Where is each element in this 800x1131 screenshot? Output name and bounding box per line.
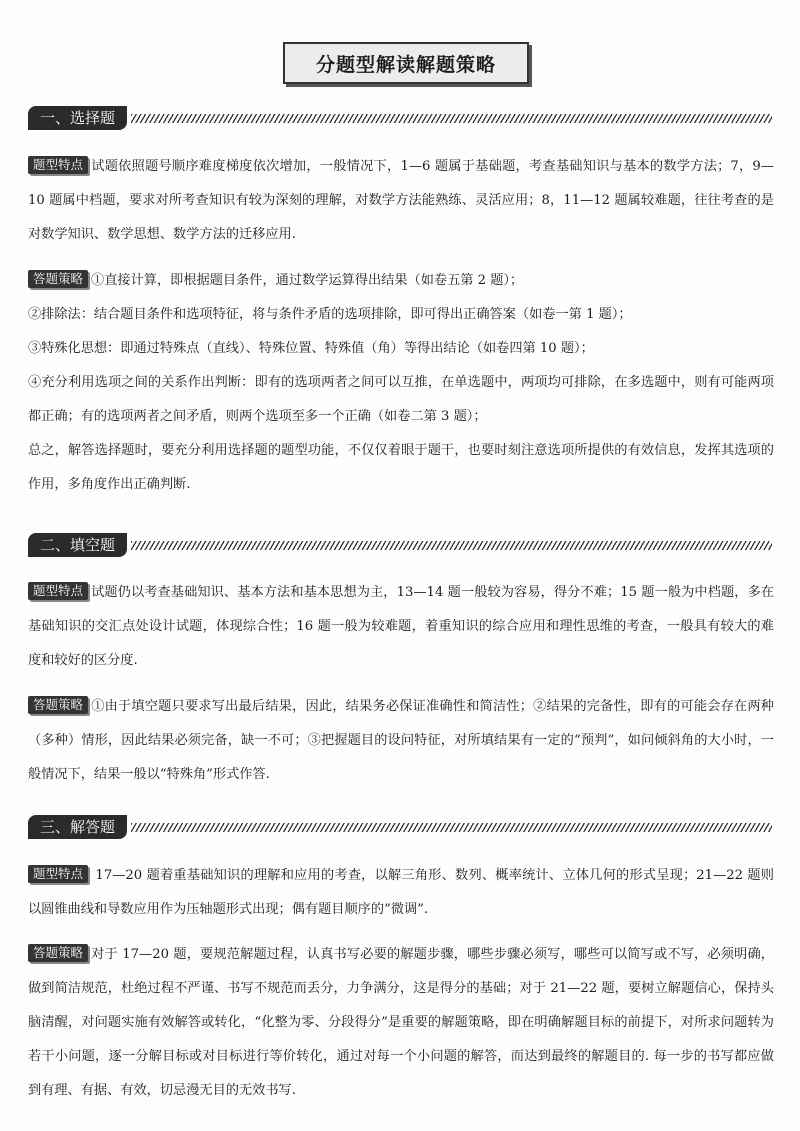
- strategy-tag: 答题策略: [28, 696, 88, 714]
- hatch-divider: [131, 823, 772, 832]
- fill-type-text: 试题仍以考查基础知识、基本方法和基本思想为主，13—14 题一般较为容易，得分不难；15 题一般为中档题，多在基础知识的交汇点处设计试题，体现综合性；16 题一般为较难题，着重知识的综合应用和理性思维的考查，一般具有较大的难度和较好的区分度.: [28, 585, 774, 668]
- strategy-line: ③特殊化思想：即通过特殊点（直线）、特殊位置、特殊值（角）等得出结论（如卷四第 10 题）；: [28, 341, 594, 356]
- type-tag: 题型特点: [28, 865, 88, 883]
- section-heading-fill: [28, 533, 772, 557]
- choice-strategy-block: [28, 264, 774, 502]
- fill-strategy-text: ①由于填空题只要求写出最后结果，因此，结果务必保证准确性和简洁性；②结果的完备性，即有的可能会存在两种（多种）情形，因此结果必须完备，缺一不可；③把握题目的设问特征，对所填结果有一定的“预判”，如问倾斜角的大小时，一般情况下，结果一般以“特殊角”形式作答.: [28, 699, 774, 782]
- hatch-divider: [131, 541, 772, 550]
- type-tag: 题型特点: [28, 582, 88, 600]
- type-tag: 题型特点: [28, 156, 88, 174]
- solve-type-text: 17—20 题着重基础知识的理解和应用的考查，以解三角形、数列、概率统计、立体几何的形式呈现；21—22 题则以圆锥曲线和导数应用作为压轴题形式出现；偶有题目顺序的“微调”.: [28, 868, 774, 917]
- strategy-line: 总之，解答选择题时，要充分利用选择题的题型功能，不仅仅着眼于题干，也要时刻注意选项所提供的有效信息，发挥其选项的作用，多角度作出正确判断.: [28, 443, 774, 492]
- section-heading-choice: [28, 106, 772, 130]
- page-title: 分题型解读解题策略: [283, 42, 529, 84]
- fill-strategy-paragraph: [28, 690, 774, 792]
- hatch-divider: [131, 114, 772, 123]
- choice-type-paragraph: [28, 150, 774, 252]
- strategy-line: 答题策略 ①直接计算，即根据题目条件，通过数学运算得出结果（如卷五第 2 题）；: [28, 264, 774, 298]
- strategy-tag: 答题策略: [28, 270, 88, 288]
- solve-type-paragraph: [28, 859, 774, 927]
- solve-strategy-text: 对于 17—20 题，要规范解题过程，认真书写必要的解题步骤，哪些步骤必须写，哪些可以简写或不写，必须明确，做到简洁规范，杜绝过程不严谨、书写不规范而丢分，力争满分，这是得分的基础；对于 21—22 题，要树立解题信心，保持头脑清醒，对问题实施有效解答或转化，“化整为零、分段得分”是重要的解题策略，即在明确解题目标的前提下，对所求问题转为若干小问题，逐一分解目标或对目标进行等价转化，通过对每一个小问题的解答，而达到最终的解题目的. 每一步的书写都应做到有理、有据、有效，切忌漫无目的无效书写.: [28, 947, 774, 1098]
- section-label: 三、解答题: [28, 815, 127, 839]
- section-heading-solve: [28, 815, 772, 839]
- solve-strategy-paragraph: [28, 938, 774, 1108]
- strategy-line: ④充分利用选项之间的关系作出判断：即有的选项两者之间可以互推，在单选题中，两项均可排除，在多选题中，则有可能两项都正确；有的选项两者之间矛盾，则两个选项至多一个正确（如卷二第 3 题）；: [28, 375, 774, 424]
- choice-type-text: 试题依照题号顺序难度梯度依次增加，一般情况下，1—6 题属于基础题，考查基础知识与基本的数学方法；7，9—10 题属中档题，要求对所考查知识有较为深刻的理解，对数学方法能熟练、灵活应用；8，11—12 题属较难题，往往考查的是对数学知识、数学思想、数学方法的迁移应用.: [28, 159, 774, 242]
- strategy-line: ②排除法：结合题目条件和选项特征，将与条件矛盾的选项排除，即可得出正确答案（如卷一第 1 题）；: [28, 307, 632, 322]
- strategy-tag: 答题策略: [28, 944, 88, 962]
- fill-type-paragraph: [28, 576, 774, 678]
- section-label: 一、选择题: [28, 106, 127, 130]
- section-label: 二、填空题: [28, 533, 127, 557]
